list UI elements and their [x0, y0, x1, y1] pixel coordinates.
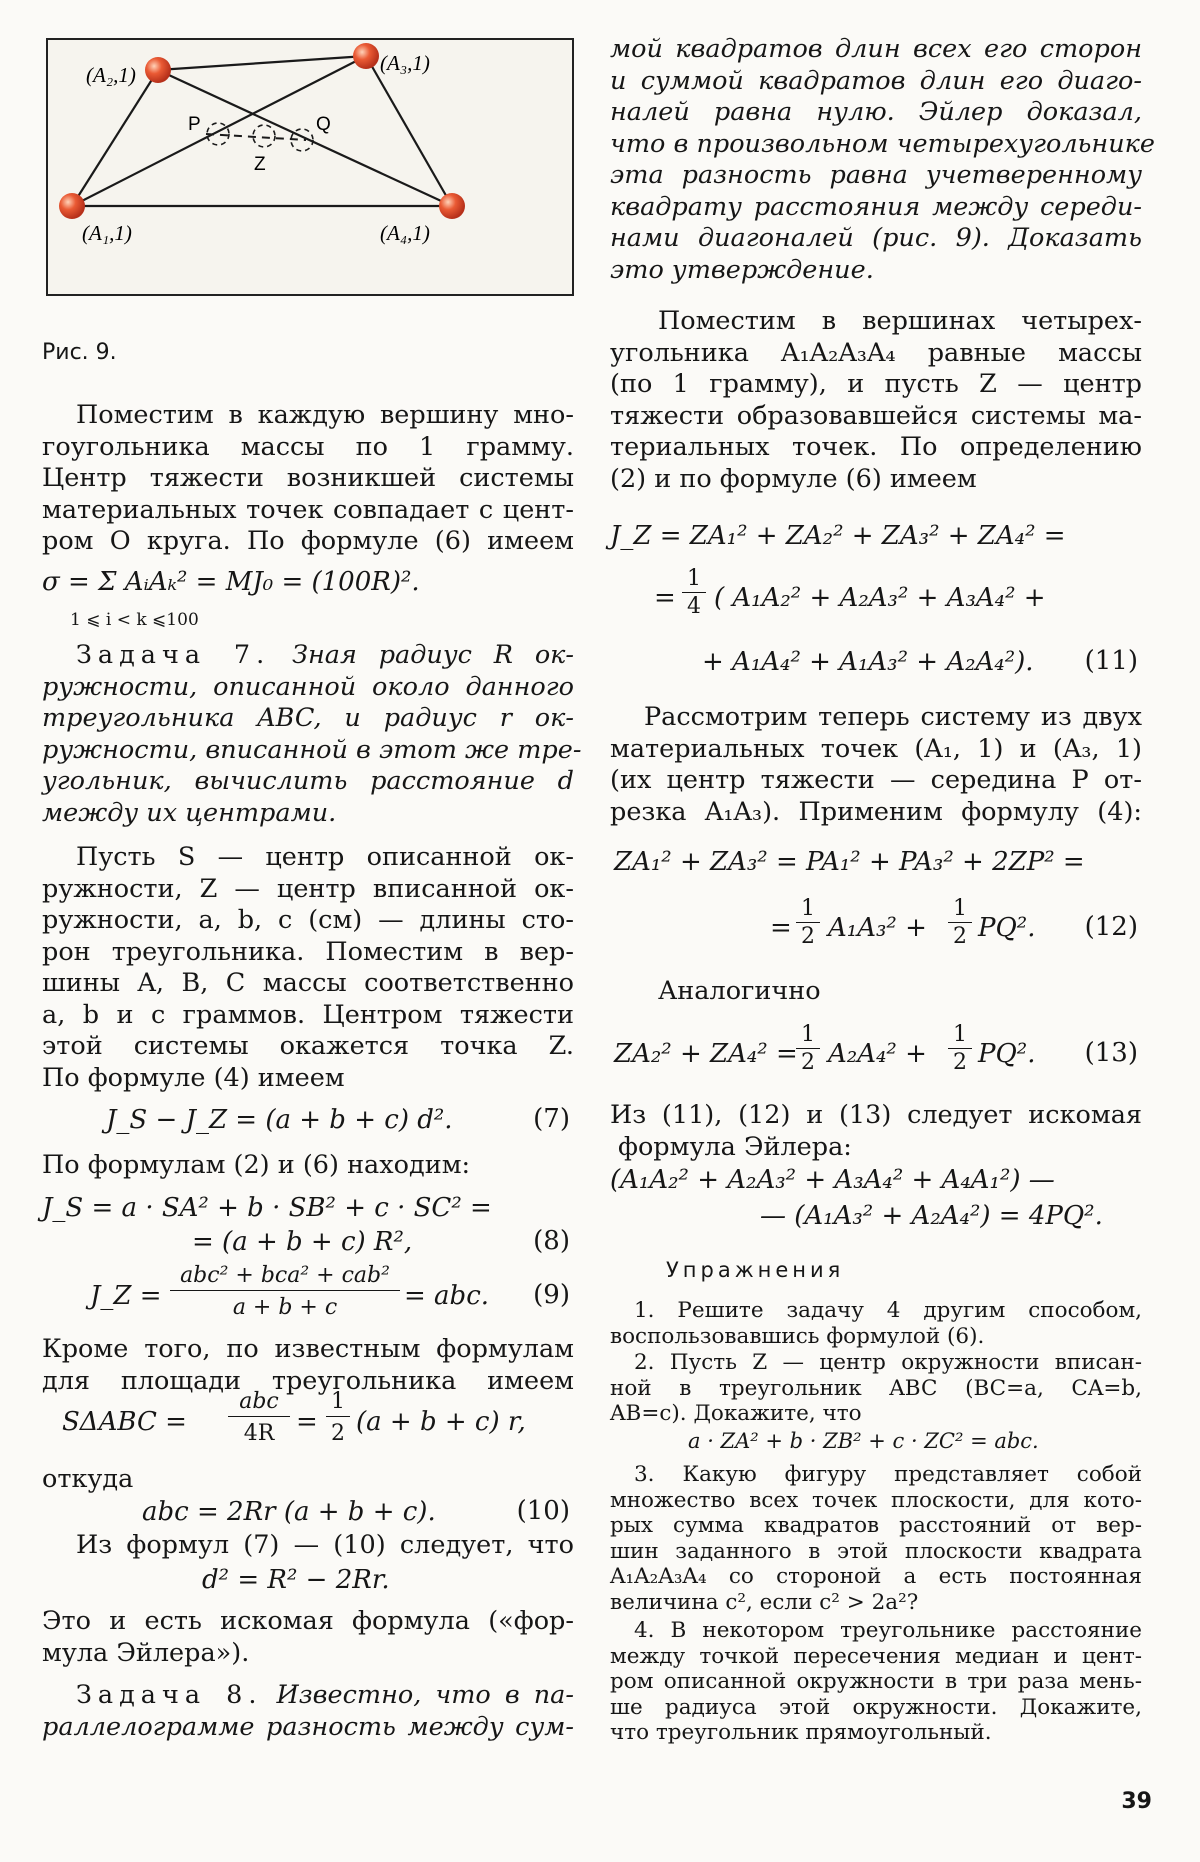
task-8-heading: Задача 8. — [76, 1680, 263, 1710]
exercise-2: 2. Пусть Z — центр окружности вписан- ной в треугольник ABC (BC=a, CA=b, AB=c). Докажите, что — [610, 1350, 1142, 1426]
side-a2-a3 — [158, 56, 366, 70]
paragraph-from-formulas: Из формул (7) — (10) следует, что — [76, 1530, 574, 1560]
task-7-statement: Задача 7. Зная радиус R ок- ружности, описанной около данного треугольника ABC, и радиус r ок- ружности, вписанной в этот же тре- угольник, вычислить расстояние d между их центрами. — [42, 640, 582, 828]
equation-11-frac-num: 1 — [682, 566, 706, 593]
equation-area-rhs: (a + b + c) r, — [356, 1407, 526, 1437]
equation-13-lhs: ZA₂² + ZA₄² = — [614, 1039, 798, 1069]
equation-9-denominator: a + b + c — [232, 1295, 338, 1320]
paragraph-circumcenter-setup: Пусть S — центр описанной ок- ружности, Z — центр вписанной ок- ружности, a, b, c (см) — длины сто- рон треугольника. Поместим в вер- шины A, B, C массы соответственно a, b и c граммов. Центром тяжести этой системы окажется точка Z. По формуле (4) имеем — [42, 842, 574, 1093]
paragraph-masses-polygon: Поместим в каждую вершину мно- гоугольника массы по 1 грамму. Центр тяжести возникшей системы материальных точек совпадает с цент- ром O круга. По формуле (6) имеем — [42, 400, 574, 556]
equation-9-rhs: = abc. — [404, 1281, 490, 1311]
exercise-2-equation: a · ZA² + b · ZB² + c · ZC² = abc. — [688, 1429, 1039, 1453]
equation-area-numerator: abc — [228, 1388, 290, 1417]
vertex-a3 — [353, 43, 379, 69]
equation-7: J_S − J_Z = (a + b + c) d². — [106, 1105, 453, 1135]
figure-frame — [46, 38, 574, 296]
equation-8-line1: J_S = a · SA² + b · SB² + c · SC² = — [42, 1193, 492, 1223]
equation-9-number: (9) — [533, 1280, 570, 1310]
equation-9-lhs: J_Z = — [90, 1281, 162, 1311]
equation-13-number: (13) — [1084, 1038, 1138, 1068]
exercise-1: 1. Решите задачу 4 другим способом, воспользовавшись формулой (6). — [610, 1298, 1142, 1349]
equation-13-term-b: PQ². — [978, 1039, 1036, 1069]
task-8-statement: Задача 8. Известно, что в па- раллелограмме разность между сум- — [42, 1680, 575, 1742]
equation-11-frac-den: 4 — [687, 594, 701, 619]
equation-11-line3: + A₁A₄² + A₁A₃² + A₂A₄²). — [702, 647, 1034, 677]
equation-13-term-a: A₂A₄² + — [828, 1039, 927, 1069]
equation-area-half-den: 2 — [331, 1421, 345, 1446]
vertex-a4 — [439, 193, 465, 219]
task-7-heading: Задача 7. — [76, 640, 271, 670]
equation-9-numerator: abc² + bca² + cab² — [170, 1262, 400, 1291]
label-z: Z — [254, 154, 266, 175]
equation-11-line2: ( A₁A₂² + A₂A₃² + A₃A₄² + — [714, 583, 1046, 613]
paragraph-formulas-2-6: По формулам (2) и (6) находим: — [42, 1150, 471, 1180]
side-a3-a4 — [366, 56, 452, 206]
side-a1-a2 — [72, 70, 158, 206]
label-a4: (A₄,1) — [380, 221, 430, 245]
figure-caption: Рис. 9. — [42, 340, 117, 365]
equation-sigma: σ = Σ AᵢAₖ² = MJ₀ = (100R)². — [42, 567, 420, 597]
equation-12-line1: ZA₁² + ZA₃² = PA₁² + PA₃² + 2ZP² = — [614, 847, 1085, 877]
label-a3: (A₃,1) — [380, 51, 430, 75]
vertex-a1 — [59, 193, 85, 219]
label-p: P — [188, 114, 201, 135]
paragraph-euler-conclusion: Из (11), (12) и (13) следует искомая формула Эйлера: — [610, 1100, 1142, 1162]
equation-11-line1: J_Z = ZA₁² + ZA₂² + ZA₃² + ZA₄² = — [610, 521, 1066, 551]
paragraph-otkuda: откуда — [42, 1464, 134, 1494]
paragraph-analogously: Аналогично — [658, 976, 821, 1006]
equation-12-term-a: A₁A₃² + — [828, 913, 927, 943]
quadrilateral-diagram — [48, 40, 572, 294]
equation-12-number: (12) — [1084, 912, 1138, 942]
paragraph-two-points: Рассмотрим теперь систему из двух материальных точек (A₁, 1) и (A₃, 1) (их центр тяжести — середина P от- резка A₁A₃). Применим формулу (4): — [610, 702, 1142, 827]
equation-10: abc = 2Rr (a + b + c). — [142, 1497, 436, 1527]
exercise-4: 4. В некотором треугольнике расстояние между точкой пересечения медиан и цент- ром описанной окружности в три раза мень- ше радиуса этой окружности. Докажите, что треугольник прямоугольный. — [610, 1618, 1142, 1745]
equation-area-denominator: 4R — [243, 1421, 275, 1446]
label-a1: (A₁,1) — [82, 221, 132, 245]
page-number: 39 — [1121, 1789, 1152, 1814]
equation-area-half-num: 1 — [326, 1388, 350, 1417]
equation-12-term-b: PQ². — [978, 913, 1036, 943]
equation-final-line2: — (A₁A₃² + A₂A₄²) = 4PQ². — [760, 1201, 1103, 1231]
equation-10-number: (10) — [516, 1496, 570, 1526]
paragraph-area-formulas: Кроме того, по известным формулам для площади треугольника имеем — [42, 1334, 574, 1396]
point-z-marker — [253, 125, 275, 147]
paragraph-quadrilateral-masses: Поместим в вершинах четырех- угольника A₁A₂A₃A₄ равные массы (по 1 грамму), и пусть Z — центр тяжести образовавшейся системы ма- териальных точек. По определению (2) и по формуле (6) имеем — [610, 306, 1142, 494]
label-a2: (A₂,1) — [86, 63, 136, 87]
equation-area-lhs: SΔABC = — [62, 1407, 187, 1437]
diagonal-a2-a4 — [158, 70, 452, 206]
equation-sigma-range: 1 ⩽ i < k ⩽100 — [70, 610, 199, 630]
paragraph-euler-formula: Это и есть искомая формула («фор- мула Эйлера»). — [42, 1606, 574, 1668]
equation-8-line2: = (a + b + c) R², — [192, 1227, 413, 1257]
equation-final-line1: (A₁A₂² + A₂A₃² + A₃A₄² + A₄A₁²) — — [610, 1165, 1055, 1195]
task-8-continuation: мой квадратов длин всех его сторон и суммой квадратов длин его диаго- налей равна нулю. Эйлер доказал, что в произвольном четырехугольнике эта разность равна учетверенному квадрату расстояния между середи- нами диагоналей (рис. 9). Доказать это утверждение. — [610, 34, 1155, 285]
equation-8-number: (8) — [533, 1226, 570, 1256]
equation-11-number: (11) — [1084, 646, 1138, 676]
equation-euler-distance: d² = R² − 2Rr. — [202, 1565, 390, 1595]
equation-7-number: (7) — [533, 1104, 570, 1134]
exercises-heading: Упражнения — [666, 1258, 845, 1282]
exercise-3: 3. Какую фигуру представляет собой множество всех точек плоскости, для кото- рых сумма квадратов расстояний от вер- шин заданного в этой плоскости квадрата A₁A₂A₃A₄ со стороной a есть постоянная величина c², если c² > 2a²? — [610, 1462, 1142, 1615]
label-q: Q — [316, 114, 331, 135]
vertex-a2 — [145, 57, 171, 83]
